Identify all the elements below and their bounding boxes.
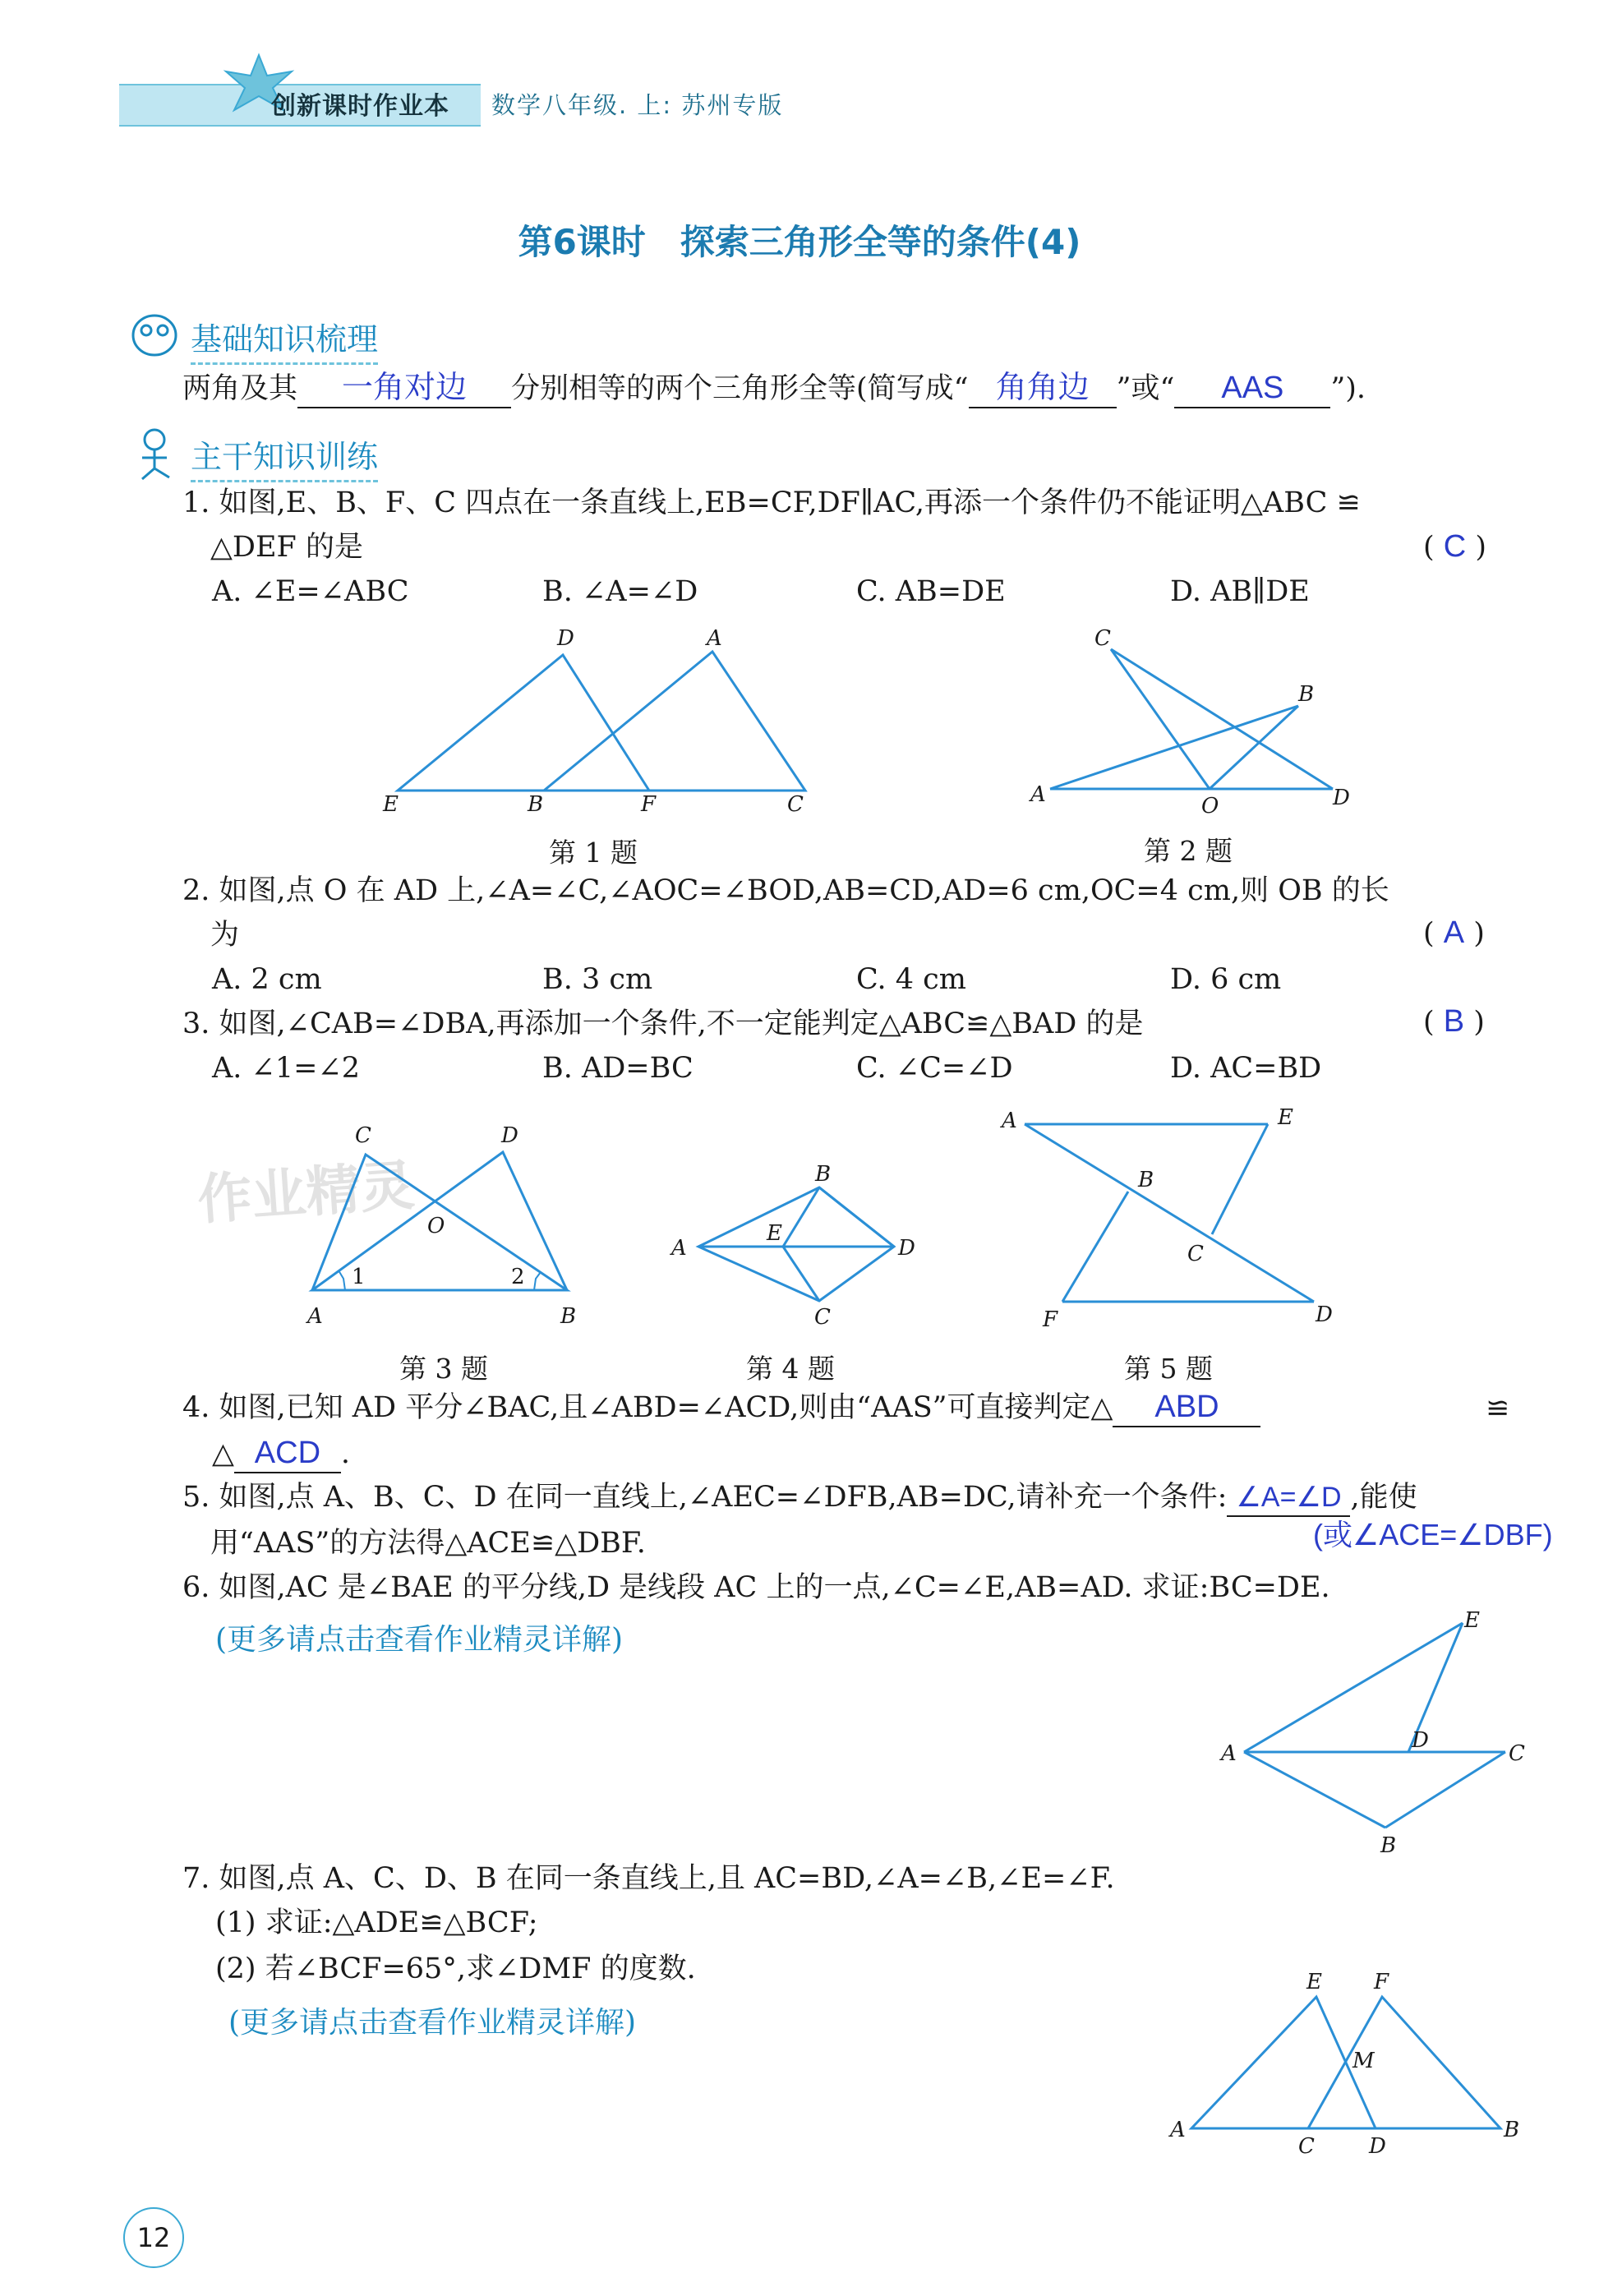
fig3-label-2: 2 bbox=[511, 1265, 525, 1289]
fig3-label-b: B bbox=[560, 1304, 577, 1329]
figure-q1 bbox=[370, 620, 830, 826]
fig1-label-c: C bbox=[787, 792, 804, 817]
q4-answer-1: ABD bbox=[1154, 1390, 1219, 1424]
basic-knowledge-line: 两角及其 一角对边 分别相等的两个三角形全等(简写成“ 角角边 ”或“ AAS ”). bbox=[182, 370, 1366, 408]
fig2-label-d: D bbox=[1333, 786, 1350, 810]
q1-answer: C bbox=[1443, 529, 1467, 564]
fig2-line-co bbox=[1111, 649, 1210, 789]
q2-option-a: A. 2 cm bbox=[212, 963, 322, 996]
q1-option-a: A. ∠E=∠ABC bbox=[212, 575, 409, 608]
q4-line2: △ ACD . bbox=[212, 1435, 350, 1473]
fig7-label-b: B bbox=[1504, 2118, 1520, 2142]
fig6-label-e: E bbox=[1464, 1608, 1480, 1633]
fig6-label-a: A bbox=[1221, 1741, 1237, 1766]
q3-option-a: A. ∠1=∠2 bbox=[212, 1052, 361, 1085]
q3-option-b: B. AD=BC bbox=[542, 1052, 694, 1085]
fig2-label-b: B bbox=[1298, 682, 1315, 707]
fig2-label-o: O bbox=[1201, 794, 1219, 818]
fig7-label-c: C bbox=[1298, 2134, 1315, 2159]
fig1-label-d: D bbox=[557, 626, 574, 651]
fig4-label-d: D bbox=[898, 1236, 915, 1261]
fig5-label-f: F bbox=[1043, 1307, 1058, 1332]
owl-mascot-icon bbox=[122, 304, 187, 362]
caption-fig1: 第 1 题 bbox=[549, 837, 638, 869]
q1-answer-paren: ( C ) bbox=[1423, 529, 1487, 564]
fig3-angle-1-arc bbox=[339, 1270, 345, 1290]
q7-part2: (2) 若∠BCF=65°,求∠DMF 的度数. bbox=[215, 1953, 696, 1985]
fig5-label-c: C bbox=[1187, 1242, 1204, 1266]
fig3-label-c: C bbox=[355, 1123, 371, 1148]
fig6-label-c: C bbox=[1509, 1741, 1525, 1766]
answer-basic-2: 角角边 bbox=[995, 371, 1090, 405]
watermark-text: 作业精灵 bbox=[196, 1153, 417, 1233]
q1-stem-line1: 1. 如图,E、B、F、C 四点在一条直线上,EB=CF,DF∥AC,再添一个条件仍不能证明△ABC ≌ bbox=[182, 486, 1361, 519]
figure-q7 bbox=[1159, 1964, 1528, 2161]
fig2-line-ab2 bbox=[1050, 706, 1298, 789]
fig6-line-bc bbox=[1385, 1752, 1505, 1828]
fig2-label-a: A bbox=[1030, 782, 1046, 807]
figure-q5 bbox=[990, 1103, 1352, 1341]
section-main-title: 主干知识训练 bbox=[191, 431, 378, 482]
fig7-label-m: M bbox=[1352, 2049, 1375, 2073]
fig1-label-e: E bbox=[383, 792, 399, 817]
fig3-label-d: D bbox=[501, 1123, 518, 1148]
fig7-triangle-bcf bbox=[1308, 1997, 1500, 2128]
q5-answer-2: (或∠ACE=∠DBF) bbox=[1313, 1518, 1553, 1551]
q2-answer-paren: ( A ) bbox=[1423, 915, 1485, 950]
fig5-line-ec bbox=[1212, 1124, 1268, 1234]
fig4-label-c: C bbox=[814, 1305, 831, 1330]
fig4-label-b: B bbox=[815, 1162, 832, 1187]
figure-q3 bbox=[296, 1118, 592, 1331]
fig3-label-o: O bbox=[427, 1214, 445, 1238]
mascot-runner-icon bbox=[122, 423, 187, 481]
fig5-label-a: A bbox=[1002, 1109, 1017, 1133]
caption-fig4: 第 4 题 bbox=[746, 1353, 835, 1385]
figure-q6 bbox=[1208, 1602, 1537, 1865]
figure-q4 bbox=[661, 1155, 924, 1335]
q6-stem: 6. 如图,AC 是∠BAE 的平分线,D 是线段 AC 上的一点,∠C=∠E,AB=AD. 求证:BC=DE. bbox=[182, 1571, 1330, 1604]
q2-stem-line1: 2. 如图,点 O 在 AD 上,∠A=∠C,∠AOC=∠BOD,AB=CD,AD=6 cm,OC=4 cm,则 OB 的长 bbox=[182, 874, 1389, 907]
fig3-angle-2-arc bbox=[534, 1272, 541, 1290]
q4-answer-2: ACD bbox=[254, 1436, 321, 1470]
fig1-triangle-abc bbox=[544, 652, 805, 791]
book-title: 创新课时作业本 bbox=[271, 92, 449, 121]
fig2-line-cd bbox=[1111, 649, 1333, 789]
q1-option-c: C. AB=DE bbox=[856, 575, 1006, 608]
q2-option-c: C. 4 cm bbox=[856, 963, 966, 996]
fig1-triangle-def bbox=[398, 655, 649, 791]
fig2-label-c: C bbox=[1094, 626, 1111, 651]
q1-option-d: D. AB∥DE bbox=[1170, 575, 1310, 608]
caption-fig3: 第 3 题 bbox=[399, 1353, 488, 1385]
q3-option-c: C. ∠C=∠D bbox=[856, 1052, 1013, 1085]
q5-stem-line2: 用“AAS”的方法得△ACE≌△DBF. bbox=[210, 1527, 646, 1560]
fig7-label-e: E bbox=[1306, 1970, 1322, 1994]
fig3-label-a: A bbox=[307, 1304, 323, 1329]
q2-option-b: B. 3 cm bbox=[542, 963, 653, 996]
fig3-label-1: 1 bbox=[352, 1265, 366, 1289]
q7-part1: (1) 求证:△ADE≌△BCF; bbox=[215, 1906, 538, 1939]
q5-answer-1: ∠A=∠D bbox=[1236, 1482, 1342, 1513]
q4-congruent-symbol: ≌ bbox=[1486, 1392, 1510, 1425]
q3-answer: B bbox=[1443, 1004, 1465, 1039]
q7-more-link[interactable]: (更多请点击查看作业精灵详解) bbox=[228, 2006, 637, 2040]
q2-stem-line2: 为 bbox=[210, 919, 240, 952]
q7-stem: 7. 如图,点 A、C、D、B 在同一条直线上,且 AC=BD,∠A=∠B,∠E=∠F. bbox=[182, 1862, 1115, 1895]
fig5-line-ad bbox=[1025, 1124, 1314, 1302]
fig4-line-bd bbox=[819, 1187, 894, 1247]
fig7-label-f: F bbox=[1374, 1970, 1389, 1994]
q6-more-link[interactable]: (更多请点击查看作业精灵详解) bbox=[215, 1623, 624, 1657]
q3-answer-paren: ( B ) bbox=[1423, 1004, 1485, 1039]
fig4-label-e: E bbox=[767, 1221, 782, 1246]
fig7-label-d: D bbox=[1369, 2134, 1386, 2159]
q3-option-d: D. AC=BD bbox=[1170, 1052, 1322, 1085]
fig6-label-d: D bbox=[1412, 1728, 1429, 1753]
fig4-label-a: A bbox=[671, 1236, 687, 1261]
fig6-label-b: B bbox=[1380, 1833, 1397, 1858]
q2-option-d: D. 6 cm bbox=[1170, 963, 1282, 996]
fig5-line-bf bbox=[1062, 1192, 1128, 1302]
q5-line1: 5. 如图,点 A、B、C、D 在同一直线上,∠AEC=∠DFB,AB=DC,请补充一个条件: ∠A=∠D ,能使 bbox=[182, 1479, 1417, 1517]
caption-fig2: 第 2 题 bbox=[1144, 835, 1233, 867]
fig6-line-ab bbox=[1244, 1752, 1385, 1828]
q1-stem-line2: △DEF 的是 bbox=[210, 531, 363, 564]
answer-basic-1: 一角对边 bbox=[342, 371, 468, 405]
fig4-quad-abdc bbox=[698, 1187, 894, 1301]
section-basic-title: 基础知识梳理 bbox=[191, 314, 378, 365]
fig5-label-b: B bbox=[1138, 1168, 1154, 1192]
fig7-label-a: A bbox=[1170, 2118, 1186, 2142]
q3-stem: 3. 如图,∠CAB=∠DBA,再添加一个条件,不一定能判定△ABC≌△BAD 的是 bbox=[182, 1007, 1144, 1040]
lesson-title: 第6课时 探索三角形全等的条件(4) bbox=[518, 222, 1081, 262]
fig1-label-f: F bbox=[641, 792, 657, 817]
fig5-label-e: E bbox=[1278, 1105, 1293, 1130]
q1-option-b: B. ∠A=∠D bbox=[542, 575, 698, 608]
fig1-label-b: B bbox=[528, 792, 544, 817]
caption-fig5: 第 5 题 bbox=[1124, 1353, 1213, 1385]
answer-basic-3: AAS bbox=[1221, 371, 1284, 405]
figure-q2 bbox=[1019, 620, 1364, 818]
fig1-label-a: A bbox=[707, 626, 722, 651]
fig7-triangle-ade bbox=[1191, 1997, 1376, 2128]
fig6-line-ae bbox=[1244, 1623, 1463, 1752]
q2-answer: A bbox=[1443, 915, 1465, 950]
fig5-label-d: D bbox=[1316, 1302, 1333, 1327]
q4-line1: 4. 如图,已知 AD 平分∠BAC,且∠ABD=∠ACD,则由“AAS”可直接判定△ ABD bbox=[182, 1389, 1260, 1427]
book-subtitle: 数学八年级. 上: 苏州专版 bbox=[491, 91, 784, 119]
page-number: 12 bbox=[123, 2207, 184, 2268]
